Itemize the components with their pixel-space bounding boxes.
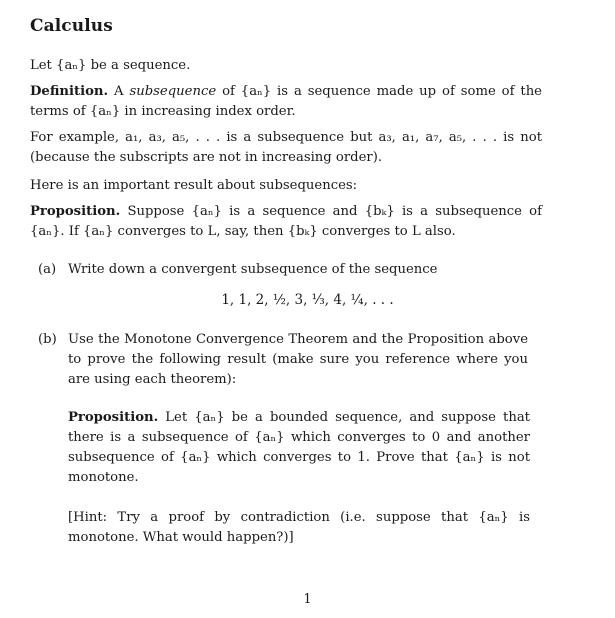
part-b [38, 330, 528, 390]
page-title: Calculus [30, 16, 113, 36]
important-result-text: Here is an important result about subsequences: [30, 178, 358, 193]
example-paragraph: For example, a₁, a₃, a₅, . . . is a subsequence but a₃, a₁, a₇, a₅, . . . is not (because the subscripts are not in increasing order). [30, 130, 542, 165]
definition-text-after: of {aₙ} is a sequence made up of some of the terms of {aₙ} in increasing index order. [30, 84, 542, 119]
definition-text-before: A [114, 84, 130, 99]
part-b-proposition-label: Proposition. [68, 410, 159, 425]
proposition-text: Suppose {aₙ} is a sequence and {bₖ} is a subsequence of {aₙ}. If {aₙ} converges to L, say, then {bₖ} converges to L also. [30, 204, 542, 239]
definition-paragraph [30, 82, 542, 122]
hint-text: [Hint: Try a proof by contradiction (i.e. suppose that {aₙ} is monotone. What would happen?)] [68, 510, 530, 545]
part-a [38, 260, 528, 280]
proposition-paragraph [30, 202, 542, 242]
part-b-proposition [68, 408, 530, 488]
definition-term: subsequence [129, 84, 217, 99]
part-b-label: (b) [38, 332, 57, 347]
part-a-text: Write down a convergent subsequence of the sequence [68, 262, 438, 277]
example-sequence: 1, 1, 2, ½, 3, ⅓, 4, ¼, . . . [221, 292, 394, 308]
part-a-label: (a) [38, 262, 57, 277]
part-b-text: Use the Monotone Convergence Theorem and the Proposition above to prove the following result (make sure you reference where you are using each theorem): [68, 332, 528, 387]
page-number: 1 [303, 592, 312, 607]
part-b-proposition-text: Let {aₙ} be a bounded sequence, and suppose that there is a subsequence of {aₙ} which converges to 0 and another subsequence of {aₙ} which converges to 1. Prove that {aₙ} is not monotone. [68, 410, 530, 485]
definition-label: Definition. [30, 84, 109, 99]
proposition-label: Proposition. [30, 204, 121, 219]
intro-text: Let {aₙ} be a sequence. [30, 58, 191, 73]
